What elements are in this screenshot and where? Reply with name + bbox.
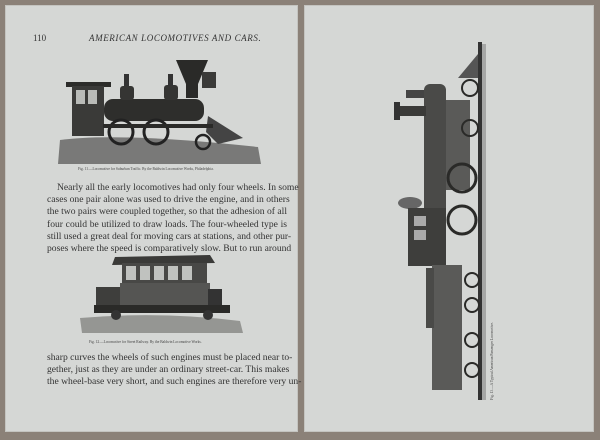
figure-1-caption: Fig. 11.—Locomotive for Suburban Traffic. By the Baldwin Locomotive Works, Philadelphia. [78,167,214,171]
text-line: four could be utilized to draw loads. The four-wheeled type is [47,218,287,230]
paragraph-2 [47,352,302,389]
text-line: Nearly all the early locomotives had only four wheels. In some [57,182,299,193]
text-line: poses where the speed is comparatively slow. But to run around [47,243,292,255]
street-railway-locomotive-illustration [80,243,245,333]
figure-2-caption: Fig. 12.—Locomotive for Street Railway. By the Baldwin Locomotive Works. [89,340,202,344]
page-number: 110 [33,33,47,43]
text-line: gether, just as they are under an ordinary street-car. This makes [47,364,290,376]
suburban-locomotive-illustration [58,52,263,164]
text-line: cases one pair alone was used to drive the engine, and in others [47,194,290,206]
text-line: sharp curves the wheels of such engines must be placed near to- [47,352,293,363]
passenger-locomotive-illustration [392,40,492,402]
text-line: the two pairs were coupled together, so that the adhesion of all [47,206,287,218]
text-line: still used a great deal for moving cars at stations, and other pur- [47,230,292,242]
text-line: the wheel-base very short, and such engines are therefore very un- [47,376,302,388]
figure-3-caption: Fig. 13.—A Typical American Passenger Locomotive. [490,322,494,400]
running-head: AMERICAN LOCOMOTIVES AND CARS. [89,33,262,43]
